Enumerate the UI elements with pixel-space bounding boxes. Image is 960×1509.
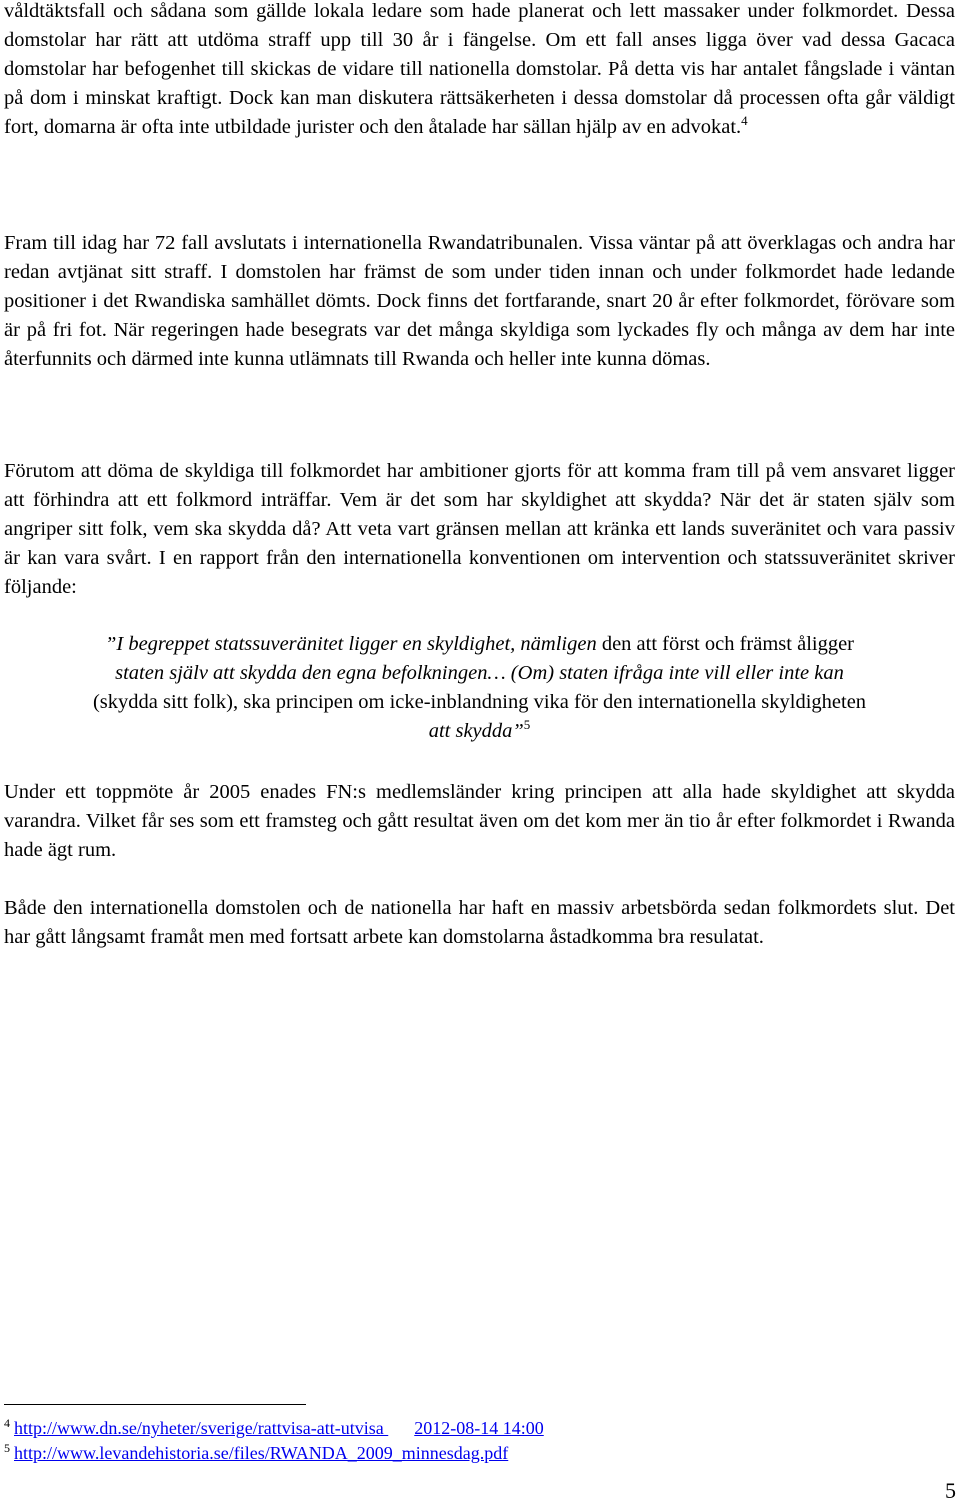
paragraph-responsibility: Förutom att döma de skyldiga till folkmordet har ambitioner gjorts för att komma fram till på vem ansvaret ligger att förhindra att ett folkmord inträffar. Vem är det som har skyldighet att skydda? När det är staten själv som angriper sitt folk, vem ska skydda då? Att veta vart gränsen mellan att kränka ett lands suveränitet och vara passiv är kan vara svårt. I en rapport från den internationella konventionen om intervention och statssuveränitet skriver följande: [4,460,955,598]
quote-line-4: att skydda”$^5$ [428,717,531,742]
footnote-ref-5[interactable]: 5 [523,717,531,733]
paragraph-gacaca [4,0,955,142]
quote-line-2: staten själv att skydda den egna befolkningen… (Om) staten ifråga inte vill eller inte kan [115,662,844,684]
footnote-4: $^4$ http://www.dn.se/nyheter/sverige/rattvisa-att-utvisa 2012-08-14 14:00 [4,1416,544,1438]
quote-line-3: (skydda sitt folk), ska principen om icke-inblandning vika för den internationella skyldigheten [92,691,867,713]
paragraph-text: våldtäktsfall och sådana som gällde lokala ledare som hade planerat och lett massaker under folkmordet. Dessa domstolar har rätt att utdöma straff upp till 30 år i fängelse. Om ett fall anses ligga över vad dessa Gacaca domstolar har befogenhet till skickas de vidare till nationella domstolar. På detta vis har antalet fångslade i väntan på dom i minskat kraftigt. Dock kan man diskutera rättsäkerheten i dessa domstolar då processen ofta går väldigt fort, domarna är ofta inte utbildade jurister och den åtalade har sällan hjälp av en advokat. [4,0,955,138]
block-quote [4,630,955,746]
paragraph-conclusion: Både den internationella domstolen och de nationella har haft en massiv arbetsbörda sedan folkmordets slut. Det har gått långsamt framåt men med fortsatt arbete kan domstolarna åstadkomma bra resulatat. [4,897,955,948]
footnote-5-link[interactable]: http://www.levandehistoria.se/files/RWANDA_2009_minnesdag.pdf [14,1443,509,1463]
paragraph-summit: Under ett toppmöte år 2005 enades FN:s medlemsländer kring principen att alla hade skyldighet att skydda varandra. Vilket får ses som ett framsteg och gått resultat även om det kom mer än tio år efter folkmordet i Rwanda hade ägt rum. [4,781,955,861]
footnote-ref-4[interactable]: 4 [741,113,748,129]
page-number: 5 [945,1478,956,1503]
paragraph-tribunal: Fram till idag har 72 fall avslutats i internationella Rwandatribunalen. Vissa väntar på att överklagas och andra har redan avtjänat sitt straff. I domstolen har främst de som under tiden innan och under folkmordet hade ledande positioner i det Rwandiska samhället dömts. Dock finns det fortfarande, snart 20 år efter folkmordet, förövare som är på fri fot. När regeringen hade besegrats var det många skyldiga som lyckades fly och många av dem har inte återfunnits och därmed inte kunna utlämnats till Rwanda och heller inte kunna dömas. [4,232,955,370]
quote-line-1: ”I begreppet statssuveränitet ligger en skyldighet, nämligen den att först och främst åligger [104,633,855,655]
footnote-5: $^5$ http://www.levandehistoria.se/files/RWANDA_2009_minnesdag.pdf [4,1441,509,1463]
footnote-4-date: 2012-08-14 14:00 [414,1418,544,1438]
footnote-4-link[interactable]: http://www.dn.se/nyheter/sverige/rattvisa-att-utvisa [14,1418,389,1438]
footnote-divider [4,1404,306,1405]
